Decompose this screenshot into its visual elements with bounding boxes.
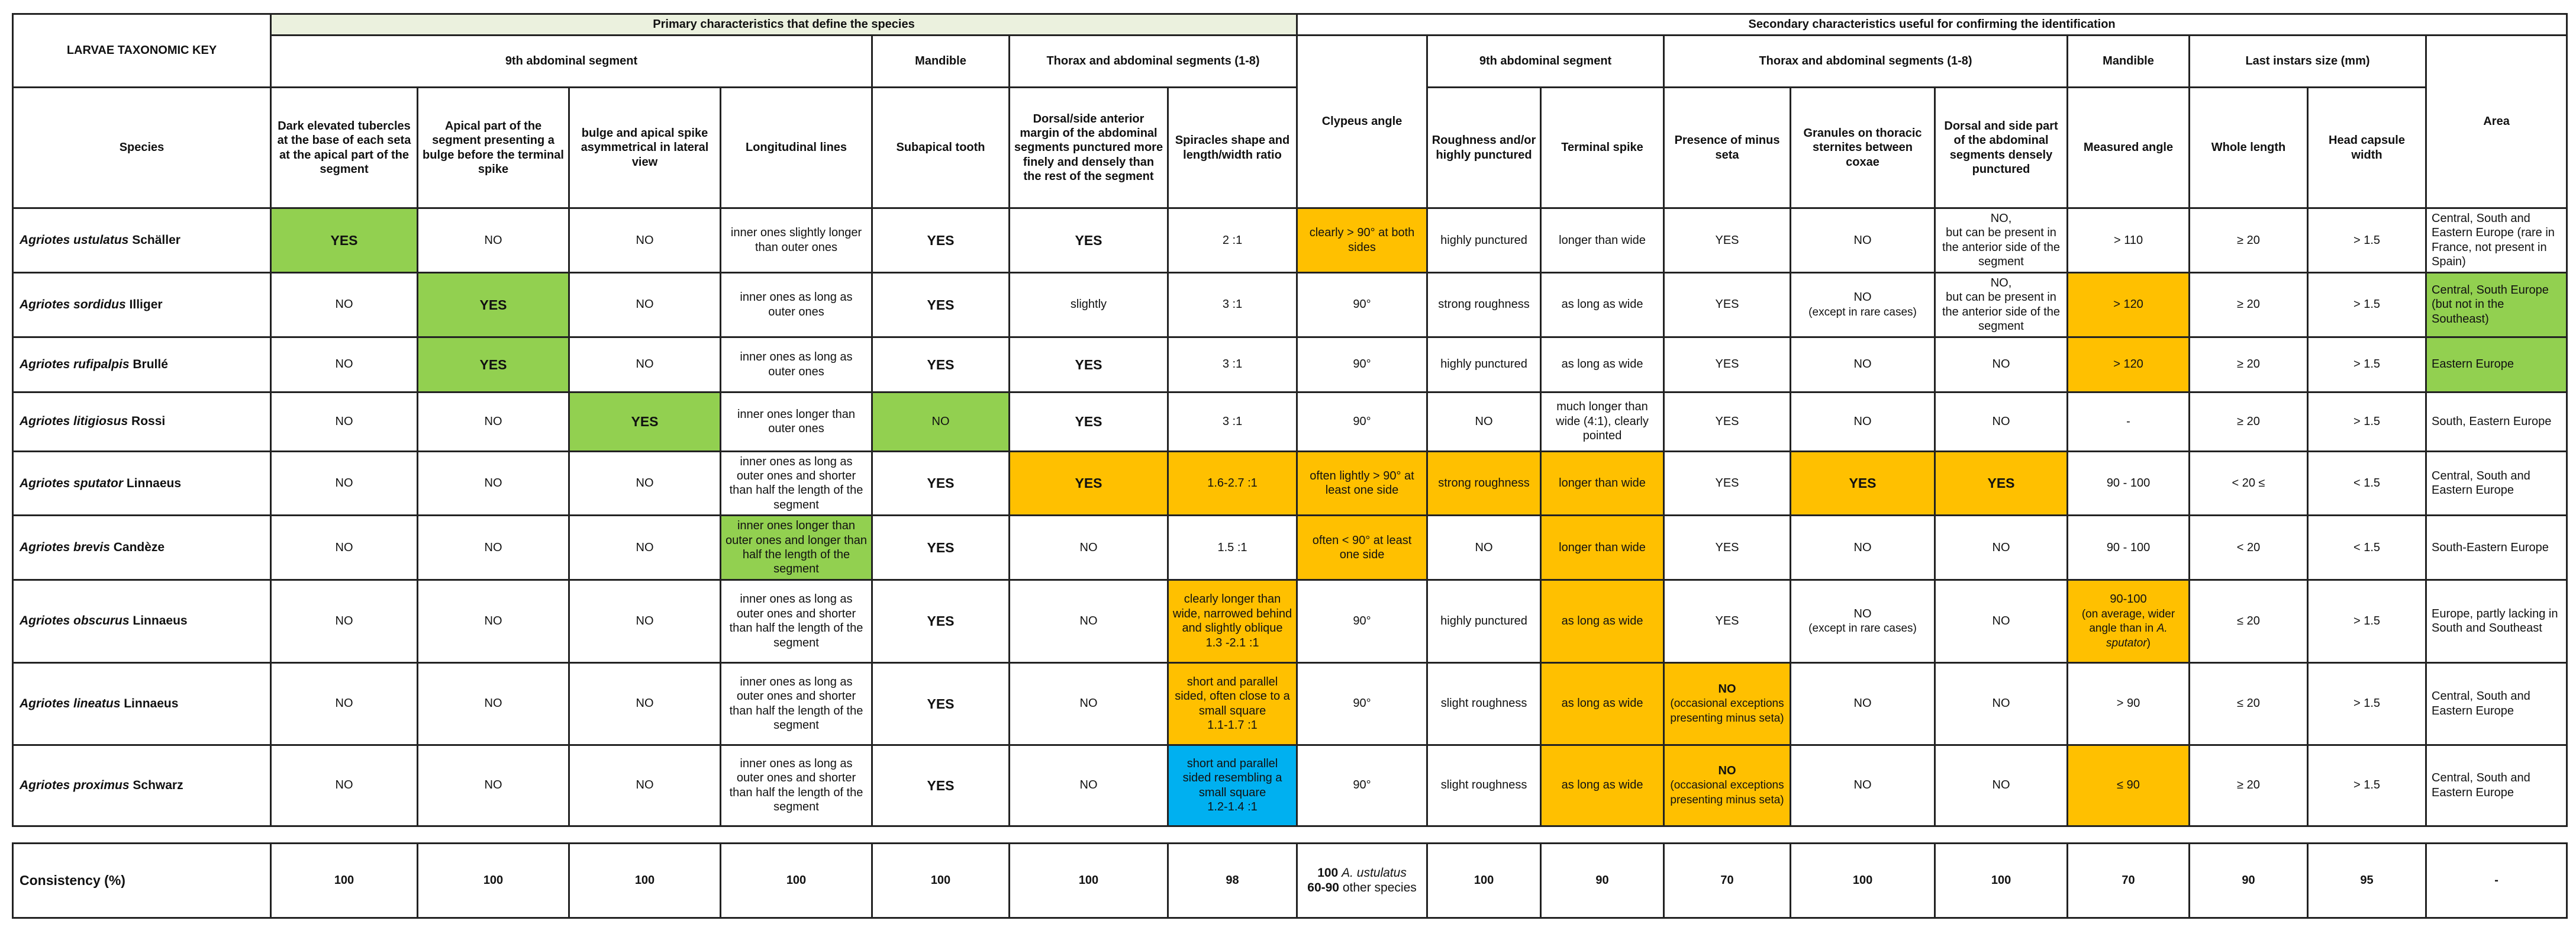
cell-value: NO xyxy=(271,392,418,451)
consistency-value: 70 xyxy=(1664,843,1791,918)
cell-value: 90 - 100 xyxy=(2068,516,2190,580)
cell-value: 90° xyxy=(1297,392,1427,451)
cell-value: YES xyxy=(569,392,721,451)
cell-value: YES xyxy=(872,662,1010,745)
consistency-value: 98 xyxy=(1168,843,1297,918)
cell-value: as long as wide xyxy=(1541,580,1664,662)
cell-value: Europe, partly lacking in South and Southeast xyxy=(2426,580,2567,662)
cell-value: 90 - 100 xyxy=(2068,451,2190,516)
group-mandible-primary: Mandible xyxy=(872,36,1010,88)
col-tubercles: Dark elevated tubercles at the base of each seta at the apical part of the segment xyxy=(271,88,418,208)
cell-value: 1.5 :1 xyxy=(1168,516,1297,580)
cell-value: NO xyxy=(271,516,418,580)
cell-value: ≥ 20 xyxy=(2190,392,2308,451)
cell-value: NO (except in rare cases) xyxy=(1791,580,1935,662)
cell-value: clearly > 90° at both sides xyxy=(1297,208,1427,273)
cell-value: NO xyxy=(569,745,721,826)
cell-value: inner ones as long as outer ones and shorter than half the length of the segment xyxy=(721,580,872,662)
col-clypeus-angle: Clypeus angle xyxy=(1297,36,1427,208)
cell-value: ≤ 20 xyxy=(2190,580,2308,662)
cell-value: YES xyxy=(872,451,1010,516)
consistency-value: 100 xyxy=(271,843,418,918)
cell-value: inner ones longer than outer ones xyxy=(721,392,872,451)
species-name: Agriotes obscurus Linnaeus xyxy=(13,580,271,662)
species-name: Agriotes brevis Candèze xyxy=(13,516,271,580)
cell-value: < 20 ≤ xyxy=(2190,451,2308,516)
cell-value: NO xyxy=(1427,516,1541,580)
cell-value: 3 :1 xyxy=(1168,392,1297,451)
cell-value: longer than wide xyxy=(1541,208,1664,273)
cell-value: > 120 xyxy=(2068,337,2190,392)
cell-value: slight roughness xyxy=(1427,745,1541,826)
species-name: Agriotes proximus Schwarz xyxy=(13,745,271,826)
cell-value: NO xyxy=(1791,392,1935,451)
cell-value: clearly longer than wide, narrowed behind and slightly oblique 1.3 -2.1 :1 xyxy=(1168,580,1297,662)
col-subapical-tooth: Subapical tooth xyxy=(872,88,1010,208)
consistency-value: 100 xyxy=(1427,843,1541,918)
cell-value: highly punctured xyxy=(1427,208,1541,273)
cell-value: NO xyxy=(271,272,418,337)
species-name: Agriotes sordidus Illiger xyxy=(13,272,271,337)
cell-value: short and parallel sided, often close to a small square 1.1-1.7 :1 xyxy=(1168,662,1297,745)
cell-value: YES xyxy=(418,337,569,392)
cell-value: NO xyxy=(1427,392,1541,451)
cell-value: NO xyxy=(418,208,569,273)
consistency-value: 100 xyxy=(721,843,872,918)
cell-value: strong roughness xyxy=(1427,272,1541,337)
consistency-value: 90 xyxy=(2190,843,2308,918)
col-head-capsule: Head capsule width xyxy=(2308,88,2426,208)
cell-value: - xyxy=(2068,392,2190,451)
cell-value: > 110 xyxy=(2068,208,2190,273)
cell-value: NO (except in rare cases) xyxy=(1791,272,1935,337)
col-granules: Granules on thoracic sternites between coxae xyxy=(1791,88,1935,208)
cell-value: YES xyxy=(1010,337,1168,392)
col-longitudinal-lines: Longitudinal lines xyxy=(721,88,872,208)
consistency-value: 100 xyxy=(418,843,569,918)
consistency-value: 100 xyxy=(872,843,1010,918)
table-row xyxy=(13,392,2567,451)
consistency-value: 100 xyxy=(1791,843,1935,918)
cell-value: > 1.5 xyxy=(2308,272,2426,337)
col-roughness: Roughness and/or highly punctured xyxy=(1427,88,1541,208)
consistency-value: 100 xyxy=(1935,843,2068,918)
cell-value: NO xyxy=(418,745,569,826)
spacer-cell xyxy=(13,826,2567,843)
cell-value: > 90 xyxy=(2068,662,2190,745)
cell-value: Eastern Europe xyxy=(2426,337,2567,392)
group-9th-segment-primary: 9th abdominal segment xyxy=(271,36,872,88)
cell-value: 3 :1 xyxy=(1168,272,1297,337)
cell-value: South, Eastern Europe xyxy=(2426,392,2567,451)
cell-value: NO xyxy=(1010,745,1168,826)
cell-value: often < 90° at least one side xyxy=(1297,516,1427,580)
cell-value: < 1.5 xyxy=(2308,516,2426,580)
primary-characteristics-header: Primary characteristics that define the species xyxy=(271,14,1297,36)
cell-value: NO xyxy=(418,662,569,745)
cell-value: > 120 xyxy=(2068,272,2190,337)
cell-value: YES xyxy=(872,745,1010,826)
cell-value: 3 :1 xyxy=(1168,337,1297,392)
cell-value: as long as wide xyxy=(1541,662,1664,745)
key-title: LARVAE TAXONOMIC KEY xyxy=(13,14,271,88)
cell-value: NO, but can be present in the anterior side of the segment xyxy=(1935,208,2068,273)
cell-value: inner ones as long as outer ones xyxy=(721,337,872,392)
cell-value: NO xyxy=(1935,392,2068,451)
col-minus-seta: Presence of minus seta xyxy=(1664,88,1791,208)
group-9th-segment-secondary: 9th abdominal segment xyxy=(1427,36,1664,88)
group-mandible-secondary: Mandible xyxy=(2068,36,2190,88)
cell-value: YES xyxy=(872,208,1010,273)
cell-value: NO xyxy=(569,208,721,273)
cell-value: YES xyxy=(1664,272,1791,337)
cell-value: ≤ 90 xyxy=(2068,745,2190,826)
cell-value: inner ones as long as outer ones and shorter than half the length of the segment xyxy=(721,745,872,826)
cell-value: inner ones as long as outer ones and shorter than half the length of the segment xyxy=(721,451,872,516)
cell-value: NO xyxy=(1791,516,1935,580)
table-row xyxy=(13,208,2567,273)
cell-value: YES xyxy=(1935,451,2068,516)
cell-value: NO (occasional exceptions presenting minus seta) xyxy=(1664,745,1791,826)
cell-value: NO xyxy=(569,272,721,337)
cell-value: NO xyxy=(418,451,569,516)
cell-value: NO xyxy=(1791,208,1935,273)
spacer-row xyxy=(13,826,2567,843)
cell-value: 90° xyxy=(1297,272,1427,337)
cell-value: YES xyxy=(1664,516,1791,580)
cell-value: inner ones as long as outer ones and shorter than half the length of the segment xyxy=(721,662,872,745)
consistency-value-clypeus: 100 A. ustulatus 60-90 other species xyxy=(1297,843,1427,918)
cell-value: NO xyxy=(271,451,418,516)
species-name: Agriotes sputator Linnaeus xyxy=(13,451,271,516)
cell-value: YES xyxy=(1791,451,1935,516)
cell-value: 90° xyxy=(1297,662,1427,745)
cell-value: as long as wide xyxy=(1541,272,1664,337)
cell-value: YES xyxy=(418,272,569,337)
cell-value: NO xyxy=(418,516,569,580)
cell-value: NO xyxy=(271,580,418,662)
col-area: Area xyxy=(2426,36,2567,208)
cell-value: YES xyxy=(1664,451,1791,516)
cell-value: NO xyxy=(1935,745,2068,826)
table-row xyxy=(13,272,2567,337)
table-row xyxy=(13,516,2567,580)
cell-value: YES xyxy=(1664,337,1791,392)
consistency-value: 100 xyxy=(569,843,721,918)
consistency-value: 95 xyxy=(2308,843,2426,918)
cell-value: 90-100 (on average, wider angle than in A. sputator) xyxy=(2068,580,2190,662)
cell-value: as long as wide xyxy=(1541,745,1664,826)
cell-value: Central, South Europe (but not in the Southeast) xyxy=(2426,272,2567,337)
cell-value: NO xyxy=(1010,662,1168,745)
cell-value: YES xyxy=(1664,580,1791,662)
table-row xyxy=(13,662,2567,745)
consistency-value: - xyxy=(2426,843,2567,918)
cell-value: NO xyxy=(1791,662,1935,745)
cell-value: inner ones slightly longer than outer ones xyxy=(721,208,872,273)
cell-value: slight roughness xyxy=(1427,662,1541,745)
col-spiracles: Spiracles shape and length/width ratio xyxy=(1168,88,1297,208)
cell-value: > 1.5 xyxy=(2308,337,2426,392)
cell-value: NO xyxy=(569,662,721,745)
cell-value: > 1.5 xyxy=(2308,392,2426,451)
cell-value: Central, South and Eastern Europe xyxy=(2426,451,2567,516)
cell-value: NO xyxy=(1010,580,1168,662)
cell-value: > 1.5 xyxy=(2308,745,2426,826)
cell-value: NO xyxy=(569,580,721,662)
cell-value: longer than wide xyxy=(1541,516,1664,580)
col-terminal-spike: Terminal spike xyxy=(1541,88,1664,208)
col-punctured-margin: Dorsal/side anterior margin of the abdominal segments punctured more finely and densely than the rest of the segment xyxy=(1010,88,1168,208)
cell-value: highly punctured xyxy=(1427,337,1541,392)
cell-value: NO xyxy=(271,662,418,745)
cell-value: < 1.5 xyxy=(2308,451,2426,516)
cell-value: YES xyxy=(1010,208,1168,273)
group-thorax-secondary: Thorax and abdominal segments (1-8) xyxy=(1664,36,2068,88)
cell-value: NO, but can be present in the anterior side of the segment xyxy=(1935,272,2068,337)
consistency-row xyxy=(13,843,2567,918)
cell-value: YES xyxy=(872,337,1010,392)
cell-value: ≥ 20 xyxy=(2190,208,2308,273)
cell-value: YES xyxy=(1010,451,1168,516)
cell-value: 90° xyxy=(1297,580,1427,662)
table-row xyxy=(13,451,2567,516)
cell-value: NO xyxy=(1791,745,1935,826)
cell-value: YES xyxy=(872,272,1010,337)
cell-value: YES xyxy=(872,516,1010,580)
cell-value: YES xyxy=(1010,392,1168,451)
cell-value: Central, South and Eastern Europe xyxy=(2426,662,2567,745)
cell-value: NO xyxy=(1935,662,2068,745)
cell-value: NO xyxy=(569,337,721,392)
cell-value: 2 :1 xyxy=(1168,208,1297,273)
consistency-value: 90 xyxy=(1541,843,1664,918)
cell-value: NO xyxy=(1791,337,1935,392)
col-dorsal-side: Dorsal and side part of the abdominal segments densely punctured xyxy=(1935,88,2068,208)
cell-value: NO (occasional exceptions presenting minus seta) xyxy=(1664,662,1791,745)
consistency-value: 100 xyxy=(1010,843,1168,918)
group-last-instars-size: Last instars size (mm) xyxy=(2190,36,2426,88)
cell-value: 90° xyxy=(1297,337,1427,392)
cell-value: < 20 xyxy=(2190,516,2308,580)
table-row xyxy=(13,745,2567,826)
cell-value: strong roughness xyxy=(1427,451,1541,516)
cell-value: NO xyxy=(418,392,569,451)
col-whole-length: Whole length xyxy=(2190,88,2308,208)
cell-value: NO xyxy=(271,745,418,826)
cell-value: NO xyxy=(1935,580,2068,662)
cell-value: NO xyxy=(1935,516,2068,580)
cell-value: NO xyxy=(1010,516,1168,580)
species-name: Agriotes ustulatus Schäller xyxy=(13,208,271,273)
cell-value: NO xyxy=(872,392,1010,451)
cell-value: Central, South and Eastern Europe xyxy=(2426,745,2567,826)
cell-value: YES xyxy=(1664,392,1791,451)
col-measured-angle: Measured angle xyxy=(2068,88,2190,208)
cell-value: YES xyxy=(1664,208,1791,273)
cell-value: NO xyxy=(418,580,569,662)
species-name: Agriotes lineatus Linnaeus xyxy=(13,662,271,745)
cell-value: much longer than wide (4:1), clearly pointed xyxy=(1541,392,1664,451)
group-thorax-primary: Thorax and abdominal segments (1-8) xyxy=(1010,36,1297,88)
cell-value: ≥ 20 xyxy=(2190,337,2308,392)
cell-value: 1.6-2.7 :1 xyxy=(1168,451,1297,516)
larvae-taxonomic-key-table xyxy=(12,13,2568,919)
table-row xyxy=(13,580,2567,662)
col-asymmetry: bulge and apical spike asymmetrical in lateral view xyxy=(569,88,721,208)
cell-value: ≤ 20 xyxy=(2190,662,2308,745)
cell-value: ≥ 20 xyxy=(2190,745,2308,826)
cell-value: short and parallel sided resembling a small square 1.2-1.4 :1 xyxy=(1168,745,1297,826)
cell-value: > 1.5 xyxy=(2308,580,2426,662)
cell-value: > 1.5 xyxy=(2308,208,2426,273)
cell-value: NO xyxy=(271,337,418,392)
col-apical-bulge: Apical part of the segment presenting a bulge before the terminal spike xyxy=(418,88,569,208)
cell-value: South-Eastern Europe xyxy=(2426,516,2567,580)
cell-value: ≥ 20 xyxy=(2190,272,2308,337)
cell-value: > 1.5 xyxy=(2308,662,2426,745)
cell-value: YES xyxy=(872,580,1010,662)
cell-value: highly punctured xyxy=(1427,580,1541,662)
cell-value: YES xyxy=(271,208,418,273)
cell-value: as long as wide xyxy=(1541,337,1664,392)
col-species: Species xyxy=(13,88,271,208)
cell-value: inner ones as long as outer ones xyxy=(721,272,872,337)
cell-value: often lightly > 90° at least one side xyxy=(1297,451,1427,516)
table-row xyxy=(13,337,2567,392)
cell-value: inner ones longer than outer ones and longer than half the length of the segment xyxy=(721,516,872,580)
species-name: Agriotes litigiosus Rossi xyxy=(13,392,271,451)
cell-value: NO xyxy=(1935,337,2068,392)
cell-value: NO xyxy=(569,516,721,580)
secondary-characteristics-header: Secondary characteristics useful for confirming the identification xyxy=(1297,14,2567,36)
cell-value: longer than wide xyxy=(1541,451,1664,516)
cell-value: slightly xyxy=(1010,272,1168,337)
consistency-label: Consistency (%) xyxy=(13,843,271,918)
species-name: Agriotes rufipalpis Brullé xyxy=(13,337,271,392)
cell-value: Central, South and Eastern Europe (rare in France, not present in Spain) xyxy=(2426,208,2567,273)
consistency-value: 70 xyxy=(2068,843,2190,918)
cell-value: 90° xyxy=(1297,745,1427,826)
cell-value: NO xyxy=(569,451,721,516)
